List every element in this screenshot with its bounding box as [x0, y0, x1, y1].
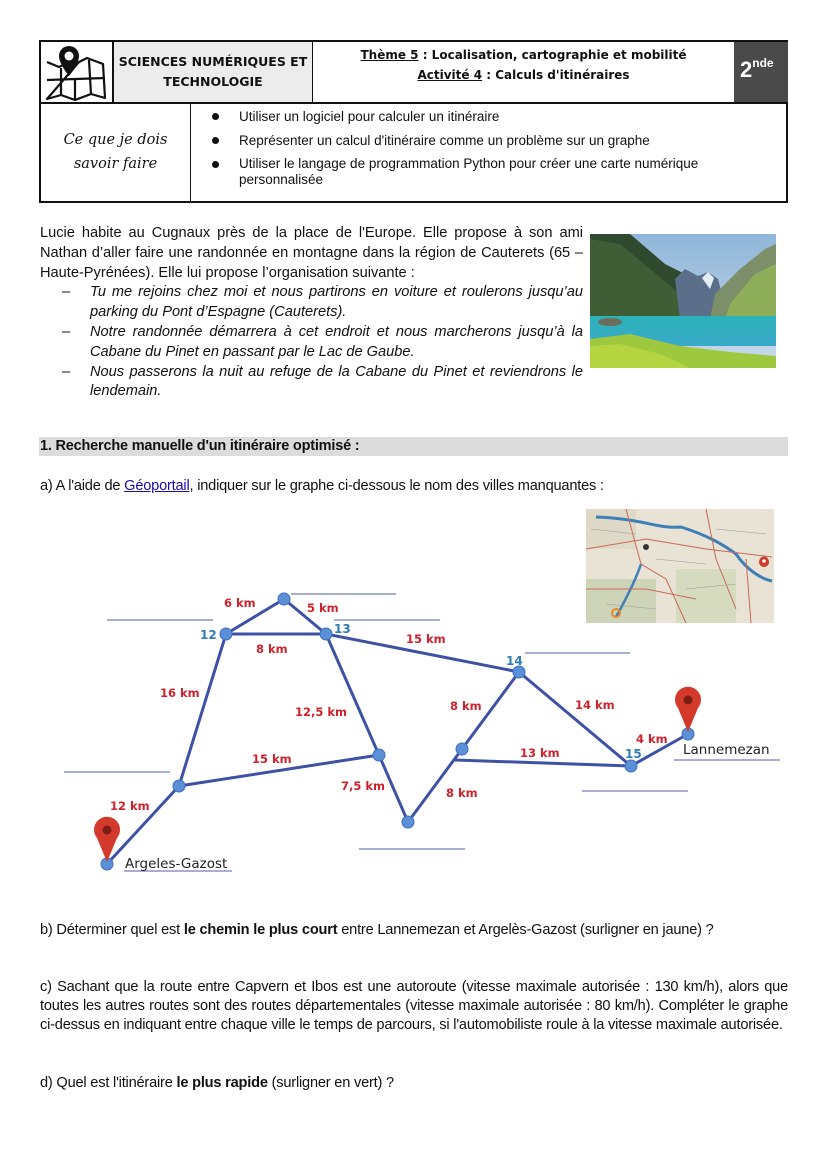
map-pin-icon	[675, 687, 701, 732]
theme-line: Thème 5 : Localisation, cartographie et mobilité	[360, 48, 687, 62]
edge-a-12	[179, 634, 226, 786]
skill-item: Représenter un calcul d'itinéraire comme un problème sur un graphe	[209, 132, 784, 149]
graph-nodes	[101, 593, 694, 870]
question-a: a) A l'aide de Géoportail, indiquer sur le graphe ci-dessous le nom des villes manquantes :	[40, 478, 604, 494]
grade-badge: 2nde	[734, 42, 788, 102]
subject-title: SCIENCES NUMÉRIQUES ET TECHNOLOGIE	[114, 42, 313, 102]
distance-label: 8 km	[256, 642, 288, 656]
header-row-skills	[41, 102, 786, 201]
node-15	[625, 760, 637, 772]
geoportail-link[interactable]: Géoportail	[124, 478, 190, 494]
distance-label: 8 km	[450, 699, 482, 713]
section-heading: 1. Recherche manuelle d'un itinéraire optimisé :	[39, 437, 788, 456]
node-number-14: 14	[506, 654, 523, 668]
node-a	[173, 780, 185, 792]
intro-text	[40, 224, 583, 402]
node-c	[456, 743, 468, 755]
plan-item: – Nous passerons la nuit au refuge de la Cabane du Pinet et reviendrons le lendemain.	[40, 363, 583, 403]
distance-label: 4 km	[636, 732, 668, 746]
distance-label: 16 km	[160, 686, 200, 700]
node-number-12: 12	[200, 628, 217, 642]
header-row-top	[41, 42, 786, 104]
node-number-13: 13	[334, 622, 351, 636]
city-lannemezan: Lannemezan	[683, 742, 770, 758]
skill-item: Utiliser le langage de programmation Python pour créer une carte numérique personnalisée	[209, 156, 784, 188]
edge-13-b	[326, 634, 379, 755]
node-13	[320, 628, 332, 640]
distance-label: 15 km	[252, 752, 292, 766]
road-graph	[0, 560, 826, 890]
distance-label: 6 km	[224, 596, 256, 610]
node-number-15: 15	[625, 747, 642, 761]
savoir-faire-label: Ce que je dois savoir faire	[41, 102, 191, 201]
distance-label: 8 km	[446, 786, 478, 800]
theme-title	[313, 42, 734, 102]
logo-cell	[41, 42, 114, 102]
distance-label: 5 km	[307, 601, 339, 615]
distance-label: 14 km	[575, 698, 615, 712]
question-d: d) Quel est l'itinéraire le plus rapide (surligner en vert) ?	[40, 1075, 394, 1091]
distance-label: 13 km	[520, 746, 560, 760]
skill-item: Utiliser un logiciel pour calculer un itinéraire	[209, 108, 784, 125]
question-c: c) Sachant que la route entre Capvern et Ibos est une autoroute (vitesse maximale autorisée : 130 km/h), alors que toutes les autres routes sont des routes départementales (vitesse maximale autorisée : 80 km/h). Compléter le graphe ci-dessus en indiquant entre chaque ville le temps de parcours, si l'automobiliste roule à la vitesse maximale autorisée.	[40, 979, 788, 1033]
intro-paragraph: Lucie habite au Cugnaux près de la place de l'Europe. Elle propose à son ami Nathan d’aller faire une randonnée en montagne dans la région de Cauterets (65 – Haute-Pyrénées). Elle lui propose l’organisation suivante :	[40, 225, 583, 281]
distance-label: 12 km	[110, 799, 150, 813]
distance-label: 15 km	[406, 632, 446, 646]
node-v	[402, 816, 414, 828]
header-table	[39, 40, 788, 203]
plan-list	[40, 283, 583, 402]
activity-line: Activité 4 : Calculs d'itinéraires	[417, 68, 630, 82]
skills-list	[209, 108, 784, 195]
plan-item: – Tu me rejoins chez moi et nous partirons en voiture et roulerons jusqu’au parking du Pont d’Espagne (Cauterets).	[40, 283, 583, 323]
question-b: b) Déterminer quel est le chemin le plus court entre Lannemezan et Argelès-Gazost (surligner en jaune) ?	[40, 922, 714, 938]
edge-c-15	[455, 760, 631, 766]
node-b	[373, 749, 385, 761]
node-top	[278, 593, 290, 605]
node-12	[220, 628, 232, 640]
graph-edges	[107, 599, 688, 864]
distance-label: 7,5 km	[341, 779, 386, 793]
mountain-lake-photo	[590, 234, 776, 368]
plan-item: – Notre randonnée démarrera à cet endroit et nous marcherons jusqu’à la Cabane du Pinet en passant par le Lac de Gaube.	[40, 323, 583, 363]
city-argeles: Argeles-Gazost	[125, 856, 228, 872]
map-pin-icon	[41, 42, 112, 102]
distance-label: 12,5 km	[295, 705, 348, 719]
